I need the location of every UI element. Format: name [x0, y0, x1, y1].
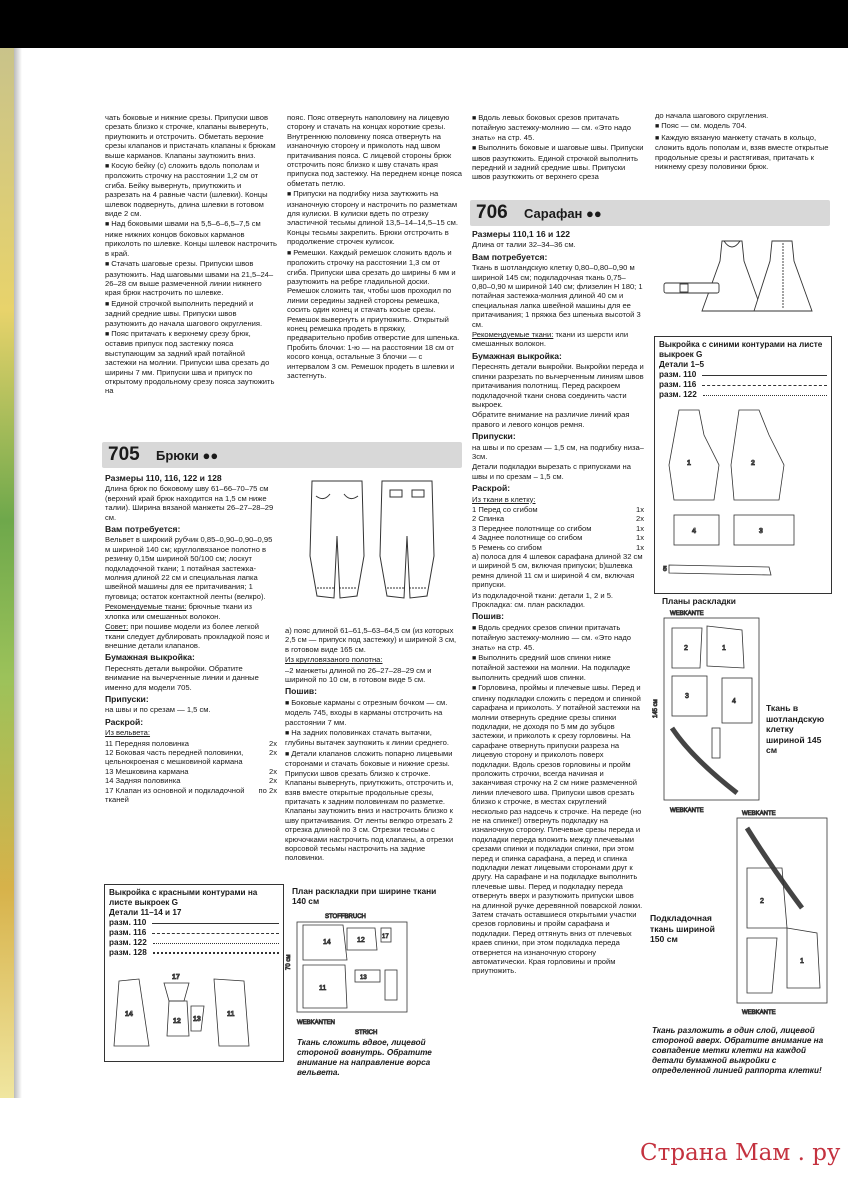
plans-title-706: Планы раскладки	[662, 596, 736, 606]
cut-item: 3 Переднее полотнище со сгибом 1x	[472, 523, 644, 533]
sarafan-illustration	[662, 231, 832, 331]
cutting-a: а) пояс длиной 61–61,5–63–64,5 см (из которых 2,5 см — припуск под застежку) и шириной 3 см, в готовом виде 165 см.	[285, 626, 457, 654]
col2-intro	[287, 113, 462, 381]
paragraph: ■ Припуски на подгибку низа заутюжить на изнаночную сторону и настрочить по разметкам для кулиски. В кулиски вдеть по отрезку эластичной тесьмы длиной 13,5–14–14,5–15 см. Концы тесьмы закрепить. Брюки отстрочить в продолжение строчек кулисок.	[287, 189, 462, 246]
materials: Ткань в шотландскую клетку 0,80–0,80–0,90 м шириной 145 см; подкладочная ткань 0,75–0,80–0,90 м шириной 140 см; флизелин Н 180; 1 потайная застежка-молния длиной 40 см и специальная лапка швейной машины для ее притачивания; 1 пряжка без шпенька высотой 3 см.	[472, 263, 643, 329]
svg-text:1: 1	[800, 958, 804, 965]
size-legend-128: разм. 128	[109, 948, 279, 958]
pattern-text: Переснять детали выкройки. Выкройки переда и спинки разрезать по вычерченным линиям швов притачивания полотнищ. Перед раскроем подкладочной ткани снова соединить части выкроек.	[472, 362, 644, 409]
sewing-step: ■ Горловина, проймы и плечевые швы. Перед и спинку подкладки сложить с передом и спинкой сарафана и приколоть. У потайной застежки на молнии отвернуть средние срезы спинки подкладки, не доходя по 5 мм до зубцов застежки, и приколоть к срезу горловины. На сарафане отвернуть припуски разреза на лицевую сторону и приколоть поверх подкладки. Вдоль срезов горловины и пройм проложить строчки, всегда начиная и заканчивая строчку на 2 см ниже размеченной линии плечевого шва. Припуски швов срезать близко к строчке, в местах скруглений несколько раз надсечь к строчке. На переде (но не на спинке!) отвернуть подкладку на изнаночную сторону. Плечевые срезы переда и подкладки переда вложить между плечевыми срезами спинки и подкладки спинки, при этом перед и спинка сарафана, а перед и спинка подкладки лежат лицевыми сторонами друг к другу. На сарафане и на подкладке выполнить плечевые швы. Перед и подкладку переда отвернуть вверх и разутюжить припуски швов на длинной ручке деревянной поварской ложки. Затем стачать оставшиеся открытыми участки срезов горловины и пройм сарафана и подкладки. Перед оттянуть вниз от плечевых краев спинки, при этом подкладка переда отвернется на изнаночную сторону автоматически. Края горловины и пройм приутюжить.	[472, 683, 644, 976]
svg-text:14: 14	[323, 939, 331, 946]
pattern-pieces-706	[659, 405, 819, 585]
pattern-pieces-705	[109, 971, 269, 1051]
svg-text:145 см: 145 см	[653, 699, 659, 718]
recommended-fabrics: Рекомендуемые ткани: брючные ткани из хлопка или смешанных волокон.	[105, 602, 252, 621]
model-number: 706	[476, 202, 508, 223]
pattern-heading: Бумажная выкройка:	[472, 350, 562, 361]
cut-item: 5 Ремень со сгибом 1x	[472, 542, 644, 552]
scan-top-edge	[0, 0, 848, 48]
pattern-sheet-box-705	[104, 884, 284, 1062]
svg-text:STRICH: STRICH	[355, 1030, 378, 1036]
svg-text:12: 12	[357, 937, 365, 944]
svg-text:2: 2	[684, 645, 688, 652]
cutting-heading: Раскрой:	[105, 716, 144, 727]
svg-text:WEBKANTE: WEBKANTE	[670, 611, 704, 617]
svg-text:70 см: 70 см	[286, 954, 292, 970]
allowance-text: на швы и по срезам — 1,5 см, на подгибку низа–3см.	[472, 442, 644, 461]
tip: Совет: при пошиве модели из более легкой ткани следует дублировать прокладкой пояс и внешние детали клапанов.	[105, 622, 270, 650]
svg-text:WEBKANTE: WEBKANTE	[670, 808, 704, 814]
plans-caption-706: Ткань разложить в один слой, лицевой стороной вверх. Обратите внимание на совпадение метки клетки на каждой детали бумажной выкройки с определенной линией раппорта клетки!	[652, 1026, 824, 1075]
cut-item: 14 Задняя половинка 2x	[105, 776, 277, 786]
model-title: Сарафан ●●	[524, 206, 602, 221]
svg-text:5: 5	[663, 566, 667, 573]
recommended-fabrics: Рекомендуемые ткани: ткани из шерсти или смешанных волокон.	[472, 330, 629, 349]
cutting-sub2: Из кругловязаного полотна:	[285, 655, 383, 665]
sewing-step: ■ Выполнить средний шов спинки ниже потайной застежки на молнии. На подкладке выполнить средний шов спинки.	[472, 653, 644, 682]
allowance-heading: Припуски:	[472, 431, 516, 442]
layout-plan-plaid	[652, 608, 767, 818]
materials-heading: Вам потребуется:	[105, 524, 181, 535]
svg-text:WEBKANTE: WEBKANTE	[742, 1010, 776, 1016]
cut-item: 4 Заднее полотнище со сгибом 1x	[472, 533, 644, 543]
paragraph: ■ Каждую вязаную манжету стачать в кольцо, сложить вдоль пополам и, взяв вместе открытые продольные срезы и растягивая, притачать к нижнему срезу половинки брюк.	[655, 133, 830, 172]
model-706-text	[472, 230, 644, 977]
trousers-illustration	[302, 476, 442, 616]
sewing-step: ■ На задних половинках стачать вытачки, глубины вытачек заутюжить к линии среднего.	[285, 728, 460, 748]
paragraph: пояс. Пояс отвернуть наполовину на лицевую сторону и стачать на концах короткие срезы. Внутреннюю половинку пояса отвернуть на изнаночную сторону и приколоть над швом притачивания пояса. С лицевой стороны брюк отстрочить пояс близко к шву стачать края припуска под застежку. На переднем конце пояса обметать петлю.	[287, 113, 463, 188]
layout-caption-705: Ткань сложить вдвое, лицевой стороной вовнутрь. Обратите внимание на направление ворса вельвета.	[297, 1038, 432, 1077]
description: Длина от талии 32–34–36 см.	[472, 240, 576, 250]
paragraph: до начала шагового скругления.	[655, 111, 769, 120]
sewing-heading: Пошив:	[285, 686, 318, 697]
pattern-text-2: Обратите внимание на различие линий края правого и левого концов ремня.	[472, 410, 630, 429]
description: Длина брюк по боковому шву 61–66–70–75 см (верхний край брюк находится на 1,5 см ниже талии). Ширина вязаной манжеты 26–27–28–29 см.	[105, 484, 274, 522]
model-705-header	[102, 442, 462, 468]
svg-text:11: 11	[227, 1011, 235, 1018]
sewing-step: ■ Вдоль средних срезов спинки притачать потайную застежку-молнию — см. «Это надо знать» на стр. 45.	[472, 623, 644, 652]
allowance-text-2: Детали подкладки вырезать с припусками на швы и по срезам – 1,5 см.	[472, 462, 631, 481]
paragraph: ■ Единой строчкой выполнить передний и задний средние швы. Припуски швов разутюжить до начала шагового округления.	[105, 299, 277, 328]
scan-left-edge	[0, 48, 14, 1098]
paragraph: ■ Пояс — см. модель 704.	[655, 121, 830, 131]
watermark: Страна Мам . ру	[640, 1140, 841, 1166]
paragraph: ■ Вдоль левых боковых срезов притачать потайную застежку-молнию — см. «Это надо знать» на стр. 45.	[472, 113, 644, 142]
svg-text:3: 3	[759, 528, 763, 535]
cutting-sub: Из ткани в клетку:	[472, 494, 536, 504]
layout-title-705: План раскладки при ширине ткани 140 см	[292, 886, 437, 906]
box-title: Выкройка с синими контурами на листе выкроек G	[659, 340, 823, 359]
cutting-extra: а) полоса для 4 шлевок сарафана длиной 32 см и шириной 5 см, включая припуски; b)шлевка ремня длиной 11 см и шириной 4 см, включая припуски.	[472, 552, 643, 590]
pattern-heading: Бумажная выкройка:	[105, 652, 195, 663]
svg-text:2: 2	[760, 898, 764, 905]
box-detail: Детали 1–5	[659, 360, 705, 369]
cutting-heading: Раскрой:	[472, 483, 511, 494]
cutting-sub: Из вельвета:	[105, 728, 151, 738]
svg-text:13: 13	[360, 975, 367, 981]
paragraph: чать боковые и нижние срезы. Припуски швов срезать близко к строчке, клапаны вывернуть, приутюжить и отстрочить. Обметать верхние срезы клапанов и пристачать клапаны к брюкам выше карманов. Клапаны заутюжить вниз.	[105, 113, 276, 160]
svg-text:2: 2	[751, 460, 755, 467]
size-legend-116: разм. 116	[109, 928, 279, 938]
allowance-heading: Припуски:	[105, 693, 149, 704]
svg-text:4: 4	[732, 698, 736, 705]
sewing-heading: Пошив:	[472, 611, 505, 622]
svg-text:12: 12	[173, 1018, 181, 1025]
svg-text:13: 13	[193, 1016, 201, 1023]
svg-text:3: 3	[685, 693, 689, 700]
size-legend-116: разм. 116	[659, 380, 827, 390]
svg-text:14: 14	[125, 1011, 133, 1018]
sewing-step: ■ Боковые карманы с отрезным бочком — см. модель 745, входы в карманы отстрочить на расстоянии 7 мм.	[285, 698, 460, 727]
cut-item: 12 Боковая часть передней половинки, цельнокроеная с мешковиной кармана 2x	[105, 747, 277, 767]
box-title: Выкройка с красными контурами на листе выкроек G	[109, 888, 258, 907]
cut-item: 17 Клапан из основной и подкладочной тканей по 2x	[105, 785, 277, 804]
model-706-header	[470, 200, 830, 226]
scan-bottom-band	[0, 1098, 848, 1200]
paragraph: ■ Пояс притачать к верхнему срезу брюк, оставив припуск под застежку пояса выступающим за задний край потайной застежки на молнии. Припуски шва срезать до ширины 7 мм. Припуски шва и припуск по открытому продольному срезу пояса заутюжить на	[105, 329, 277, 396]
allowance-text: на швы и по срезам — 1,5 см.	[105, 705, 211, 715]
plan2-label: Подкладочная ткань шириной 150 см	[650, 913, 715, 944]
cut-item: 11 Передняя половинка 2x	[105, 738, 277, 748]
model-705-specs	[105, 474, 277, 804]
model-title: Брюки ●●	[156, 448, 219, 463]
cutting-b: –2 манжеты длиной по 26–27–28–29 см и шириной по 10 см, в готовом виде 5 см.	[285, 665, 432, 685]
size-legend-110: разм. 110	[109, 918, 279, 928]
svg-text:4: 4	[692, 528, 696, 535]
svg-text:STOFFBRUCH: STOFFBRUCH	[325, 914, 366, 920]
cut-item: 1 Перед со сгибом 1x	[472, 504, 644, 514]
cutting-lining: Из подкладочной ткани: детали 1, 2 и 5. Прокладка: см. план раскладки.	[472, 590, 614, 610]
model-705-sewing	[285, 626, 460, 864]
svg-text:1: 1	[687, 460, 691, 467]
materials-heading: Вам потребуется:	[472, 251, 548, 262]
box-detail: Детали 11–14 и 17	[109, 908, 182, 917]
sizes: Размеры 110,1 16 и 122	[472, 229, 571, 239]
svg-text:WEBKANTEN: WEBKANTEN	[297, 1020, 336, 1026]
paragraph: ■ Стачать шаговые срезы. Припуски швов разутюжить. Над шаговыми швами на 21,5–24–26–28 см выше размеченной линии нижнего края брюк настрочить по шлевке.	[105, 259, 277, 298]
magazine-page	[22, 48, 848, 1098]
size-legend-110: разм. 110	[659, 370, 827, 380]
cut-item: 2 Спинка 2x	[472, 514, 644, 524]
col1-intro	[105, 113, 277, 397]
svg-text:11: 11	[319, 985, 327, 992]
size-legend-122: разм. 122	[659, 390, 827, 400]
col3-intro	[472, 113, 644, 183]
size-legend-122: разм. 122	[109, 938, 279, 948]
sewing-step: ■ Детали клапанов сложить попарно лицевыми сторонами и стачать боковые и нижние срезы. Припуски швов срезать близко к строчке. Клапаны вывернуть, приутюжить, отстрочить и, взяв вместе открытые продольные срезы, притачать к задним половинкам по разметке. Клапаны заутюжить вниз и настрочить близко к шву притачивания. От ленты велкро отрезать 2 отрезка длиной по 3 см. Отрезки тесьмы с крючочками настрочить под клапаны, а отрезки ворсовой тесьмы настрочить на задние половинки.	[285, 749, 460, 863]
pattern-text: Переснять детали выкройки. Обратите внимание на вычерченные линии и данные именно для модели 705.	[105, 663, 259, 692]
paragraph: ■ Ремешки. Каждый ремешок сложить вдоль и проложить строчку на расстоянии 1,3 см от сгиба. Припуски шва срезать до ширины 6 мм и разутюжить на ребре гладильной доски. Ремешок сложить так, чтобы шов проходил по линии середины задней стороны ремешка, сосить один конец и стачать косые срезы. Ремешок вывернуть и приутюжить. Открытый конец ремешка продеть в пряжку, предварительно пробив отверстие для шпенька. Пробить блочки: 1-ю — на расстоянии 18 см от косого конца, остальные 3 блочки — с интервалом 3 см. Ремешок продеть в шлевки и застегнуть.	[287, 248, 462, 381]
svg-text:17: 17	[172, 974, 180, 981]
paragraph: ■ Над боковыми швами на 5,5–6–6,5–7,5 см ниже нижних концов боковых карманов приколоть по шлевке. Концы шлевок настрочить в край.	[105, 219, 277, 258]
cut-item: 13 Мешковина кармана 2x	[105, 766, 277, 776]
layout-plan-705	[285, 910, 455, 1040]
sizes: Размеры 110, 116, 122 и 128	[105, 473, 222, 483]
layout-plan-lining	[732, 808, 832, 1018]
paragraph: ■ Косую бейку (с) сложить вдоль пополам и проложить строчку на расстоянии 1,2 см от сгиба. Бейку вывернуть, приутюжить и разрезать на 4 равные части (шлевки). Концы шлевок подвернуть, длина шлевки в готовом виде 2 см.	[105, 161, 277, 218]
col4-intro	[655, 111, 830, 172]
model-number: 705	[108, 444, 140, 465]
plan1-label: Ткань в шотландскую клетку шириной 145 см	[766, 703, 825, 755]
materials: Вельвет в широкий рубчик 0,85–0,90–0,90–0,95 м шириной 140 см; круглолвязаное полотно в резинку 0,15м шириной 50/100 см; лоскут подкладочной ткани; 1 потайная застежка-молния длиной 22 см и специальная лапка швейной машины для ее притачивания; 1 пуговица; остаток контактной ленты (велкро).	[105, 535, 273, 601]
svg-text:1: 1	[722, 645, 726, 652]
svg-text:17: 17	[382, 934, 389, 940]
page-spine	[14, 48, 22, 1098]
paragraph: ■ Выполнить боковые и шаговые швы. Припуски швов разутюжить. Единой строчкой выполнить передний и задний средние швы. Припуски швов разутюжить от верхнего среза	[472, 143, 644, 182]
svg-text:WEBKANTE: WEBKANTE	[742, 811, 776, 817]
pattern-sheet-box-706	[654, 336, 832, 594]
